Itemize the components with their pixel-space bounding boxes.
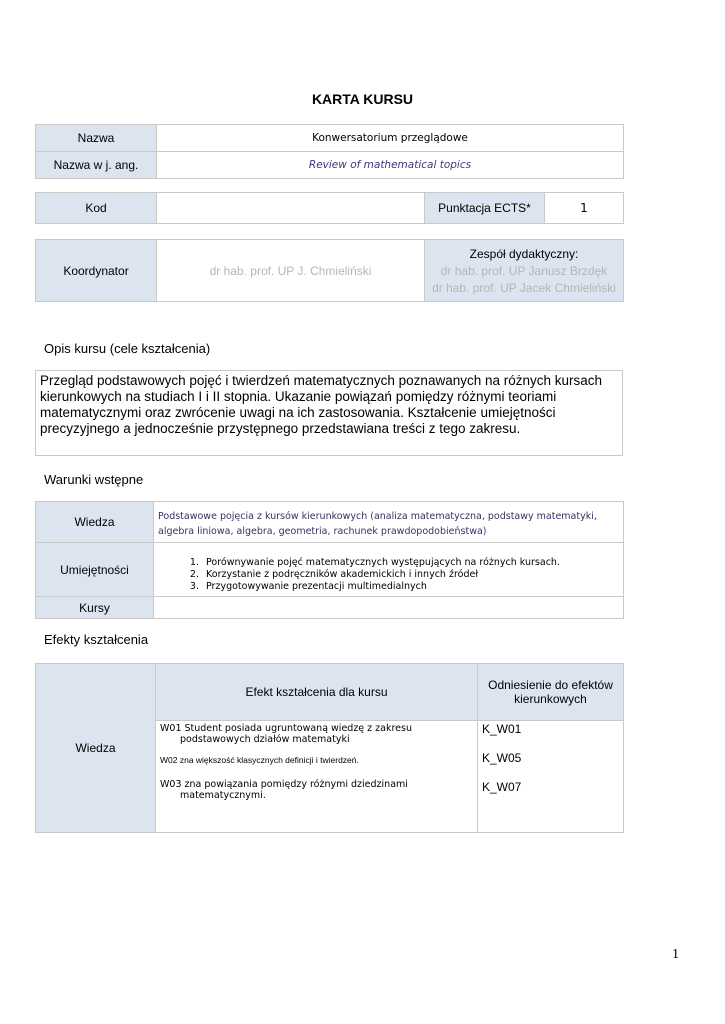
- nazwa-ang-label: Nazwa w j. ang.: [36, 152, 157, 179]
- efekty-table: [35, 663, 624, 833]
- efekt-item: W01 Student posiada ugruntowaną wiedzę z zakresu: [160, 723, 412, 734]
- efekt-item-cont: podstawowych działów matematyki: [180, 734, 350, 745]
- odniesienie-list-cell: [478, 721, 624, 833]
- umiejetnosci-label: Umiejętności: [36, 543, 154, 597]
- page-title: KARTA KURSU: [311, 91, 414, 107]
- wiedza-value: Podstawowe pojęcia z kursów kierunkowych (analiza matematyczna, podstawy matematyki, algebra liniowa, algebra, geometria, rachunek prawdopodobieństwa): [154, 502, 624, 543]
- efekt-column-header: Efekt kształcenia dla kursu: [156, 664, 478, 721]
- zespol-label: Zespół dydaktyczny:: [469, 247, 579, 261]
- nazwa-value: Konwersatorium przeglądowe: [157, 125, 624, 152]
- kursy-label: Kursy: [36, 597, 154, 619]
- odniesienie-item: K_W05: [482, 751, 522, 765]
- kod-label: Kod: [36, 193, 157, 224]
- page-number: 1: [672, 947, 679, 962]
- umiejetnosci-cell: [154, 543, 624, 597]
- list-item: 3. Przygotowywanie prezentacji multimedialnych: [202, 581, 619, 593]
- coordinator-table: [35, 239, 624, 302]
- course-name-table: [35, 124, 624, 179]
- warunki-heading: Warunki wstępne: [44, 472, 144, 487]
- wiedza-label: Wiedza: [36, 502, 154, 543]
- odniesienie-item: K_W01: [482, 722, 522, 736]
- umiejetnosci-list: [158, 557, 619, 593]
- nazwa-ang-value: Review of mathematical topics: [157, 152, 624, 179]
- efekty-heading: Efekty kształcenia: [44, 632, 149, 647]
- zespol-cell: [425, 240, 624, 302]
- odniesienie-item: K_W07: [482, 780, 522, 794]
- ects-label: Punktacja ECTS*: [425, 193, 545, 224]
- kursy-value: [154, 597, 624, 619]
- nazwa-label: Nazwa: [36, 125, 157, 152]
- koordynator-label: Koordynator: [36, 240, 157, 302]
- course-code-table: [35, 192, 624, 224]
- efekt-item: W03 zna powiązania pomiędzy różnymi dziedzinami: [160, 779, 408, 790]
- opis-heading: Opis kursu (cele kształcenia): [44, 341, 211, 356]
- odniesienie-column-header: Odniesienie do efektów kierunkowych: [478, 664, 624, 721]
- efekt-item-cont: matematycznymi.: [180, 790, 266, 801]
- koordynator-value: dr hab. prof. UP J. Chmieliński: [157, 240, 425, 302]
- zespol-member: dr hab. prof. UP Janusz Brzdęk: [440, 264, 608, 278]
- warunki-table: [35, 501, 624, 619]
- opis-text: Przegląd podstawowych pojęć i twierdzeń matematycznych poznawanych na różnych kursach kierunkowych na studiach I i II stopnia. Ukazanie powiązań pomiędzy różnymi teoriami matematycznymi oraz zwrócenie uwagi na ich zastosowania. Kształcenie umiejętności precyzyjnego a jednocześnie przystępnego przedstawiana treści z tego zakresu.: [35, 370, 623, 456]
- kod-value: [157, 193, 425, 224]
- list-item: 2. Korzystanie z podręczników akademickich i innych źródeł: [202, 569, 619, 581]
- efekty-row-label: Wiedza: [36, 664, 156, 833]
- zespol-member: dr hab. prof. UP Jacek Chmieliński: [432, 281, 616, 295]
- efekt-item: W02 zna większość klasycznych definicji i twierdzeń.: [160, 755, 359, 765]
- ects-value: 1: [545, 193, 624, 224]
- list-item: 1. Porównywanie pojęć matematycznych występujących na różnych kursach.: [202, 557, 619, 569]
- efekty-list-cell: [156, 721, 478, 833]
